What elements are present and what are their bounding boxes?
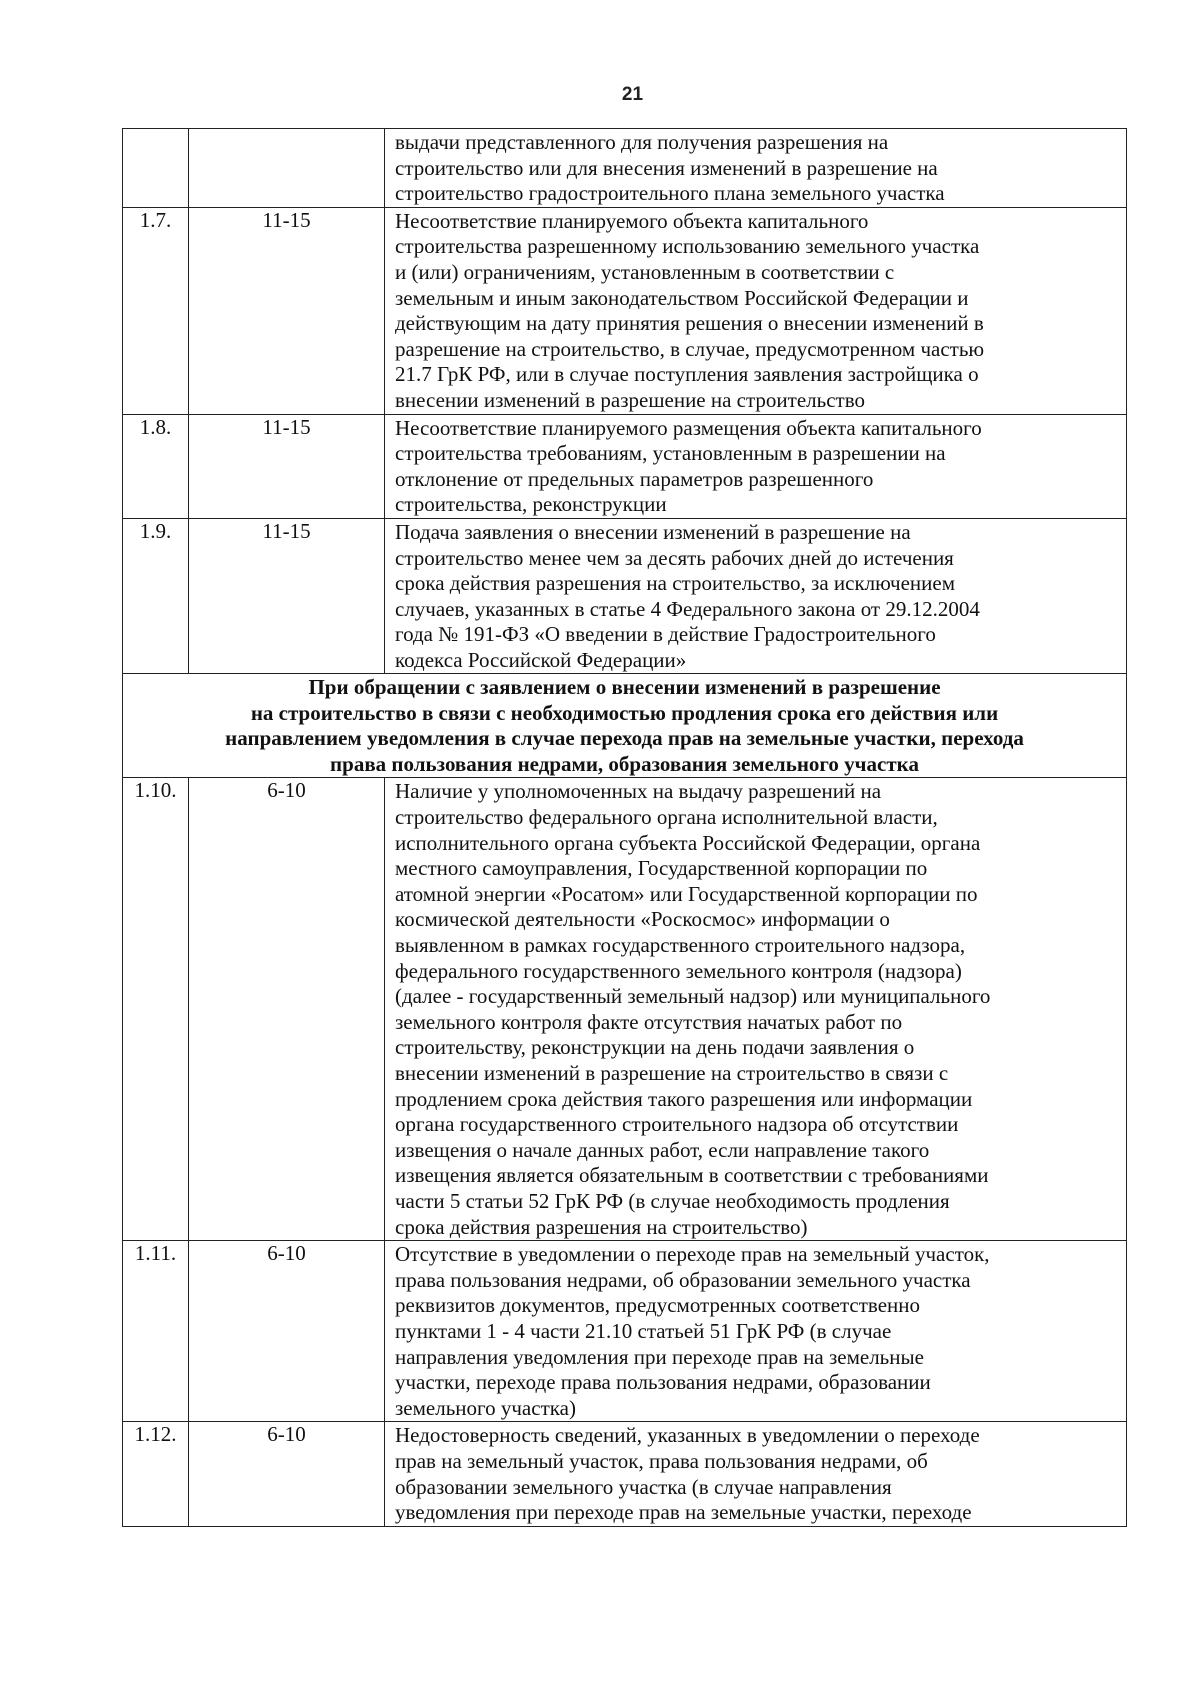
ground-text-line: строительства, реконструкции (395, 492, 667, 517)
page-number: 21 (621, 84, 644, 105)
ground-text-line: 21.7 ГрК РФ, или в случае поступления заявления застройщика о (395, 362, 979, 387)
ground-text-line: выявленном в рамках государственного строительного надзора, (395, 933, 966, 958)
ground-text-line: пунктами 1 - 4 части 21.10 статьей 51 ГрК РФ (в случае (395, 1318, 892, 1343)
ground-text-line: кодекса Российской Федерации» (395, 647, 687, 672)
ground-text-line: федерального государственного земельного контроля (надзора) (395, 958, 962, 983)
row-term-days: 6-10 (189, 778, 385, 1241)
ground-text-line: внесении изменений в разрешение на строительство в связи с (395, 1061, 949, 1085)
row-number: 1.9. (123, 518, 189, 674)
row-ground-text (385, 129, 1127, 208)
table-rows-after (123, 778, 1127, 1526)
table-row (123, 414, 1127, 518)
ground-text-line: уведомления при переходе прав на земельные участки, переходе (395, 1500, 972, 1525)
row-number: 1.12. (123, 1422, 189, 1526)
table-row (123, 1241, 1127, 1422)
ground-text-line: случаев, указанных в статье 4 Федерального закона от 29.12.2004 (395, 596, 980, 621)
row-number: 1.10. (123, 778, 189, 1241)
row-ground-text (385, 778, 1127, 1241)
ground-text-line: строительства разрешенному использованию земельного участка (395, 234, 980, 259)
ground-text-line: извещения является обязательным в соответствии с требованиями (395, 1163, 989, 1188)
table-row (123, 518, 1127, 674)
row-ground-text (385, 518, 1127, 674)
grounds-table (122, 128, 1127, 1527)
row-term-days: 11-15 (189, 518, 385, 674)
ground-text-line: внесении изменений в разрешение на строительство (395, 387, 865, 412)
ground-text-line: Недостоверность сведений, указанных в уведомлении о переходе (395, 1423, 980, 1448)
ground-text-line: и (или) ограничениям, установленным в соответствии с (395, 259, 895, 284)
ground-text-line: продлением срока действия такого разрешения или информации (395, 1086, 973, 1111)
ground-text-line: космической деятельности «Роскосмос» информации о (395, 907, 890, 932)
row-number: 1.7. (123, 207, 189, 414)
ground-text-line: Подача заявления о внесении изменений в разрешение на (395, 519, 911, 544)
ground-text-line: срока действия разрешения на строительство) (395, 1214, 808, 1239)
ground-text-line: строительства требованиям, установленным в разрешении на (395, 441, 946, 466)
ground-text-line: Наличие у уполномоченных на выдачу разрешений на (395, 779, 882, 804)
row-ground-text (385, 1422, 1127, 1526)
ground-text-line: направления уведомления при переходе прав на земельные (395, 1344, 924, 1369)
section-heading-line: При обращении с заявлением о внесении изменений в разрешение (308, 675, 941, 700)
section-heading-row (123, 674, 1127, 778)
ground-text-line: выдачи представленного для получения разрешения на (395, 130, 889, 154)
ground-text-line: отклонение от предельных параметров разрешенного (395, 466, 874, 491)
ground-text-line: реквизитов документов, предусмотренных соответственно (395, 1293, 920, 1318)
row-ground-text (385, 1241, 1127, 1422)
table-row (123, 778, 1127, 1241)
ground-text-line: земельным и иным законодательством Российской Федерации и (395, 285, 969, 310)
ground-text-line: земельного контроля факте отсутствия начатых работ по (395, 1009, 903, 1034)
row-number (123, 129, 189, 208)
ground-text-line: строительству, реконструкции на день подачи заявления о (395, 1035, 915, 1060)
row-number: 1.11. (123, 1241, 189, 1422)
ground-text-line: атомной энергии «Росатом» или Государственной корпорации по (395, 881, 978, 906)
section-heading (123, 674, 1127, 778)
ground-text-line: участки, переходе права пользования недрами, образовании (395, 1370, 931, 1395)
row-term-days: 6-10 (189, 1241, 385, 1422)
ground-text-line: срока действия разрешения на строительство, за исключением (395, 571, 955, 596)
ground-text-line: прав на земельный участок, права пользования недрами, об (395, 1448, 928, 1473)
ground-text-line: местного самоуправления, Государственной корпорации по (395, 856, 928, 881)
ground-text-line: действующим на дату принятия решения о внесении изменений в (395, 311, 984, 336)
ground-text-line: права пользования недрами, об образовании земельного участка (395, 1267, 971, 1292)
ground-text-line: строительство федерального органа исполнительной власти, (395, 805, 938, 830)
ground-text-line: Отсутствие в уведомлении о переходе прав на земельный участок, (395, 1242, 990, 1267)
section-heading-line: права пользования недрами, образования земельного участка (330, 751, 919, 776)
ground-text-line: исполнительного органа субъекта Российской Федерации, органа (395, 830, 981, 855)
row-ground-text (385, 207, 1127, 414)
row-ground-text (385, 414, 1127, 518)
table-row (123, 207, 1127, 414)
table-row (123, 1422, 1127, 1526)
ground-text-line: извещения о начале данных работ, если направление такого (395, 1137, 930, 1162)
row-term-days: 11-15 (189, 414, 385, 518)
row-number: 1.8. (123, 414, 189, 518)
ground-text-line: года № 191-ФЗ «О введении в действие Градостроительного (395, 622, 936, 647)
ground-text-line: части 5 статьи 52 ГрК РФ (в случае необходимость продления (395, 1188, 950, 1213)
ground-text-line: строительство менее чем за десять рабочих дней до истечения (395, 545, 954, 570)
section-heading-line: направлением уведомления в случае перехода прав на земельные участки, перехода (225, 726, 1024, 751)
ground-text-line: органа государственного строительного надзора об отсутствии (395, 1112, 959, 1137)
ground-text-line: разрешение на строительство, в случае, предусмотренном частью (395, 336, 985, 361)
section-heading-line: на строительство в связи с необходимостью продления срока его действия или (250, 700, 999, 725)
ground-text-line: образовании земельного участка (в случае направления (395, 1474, 892, 1499)
row-term-days (189, 129, 385, 208)
ground-text-line: земельного участка) (395, 1395, 576, 1420)
ground-text-line: (далее - государственный земельный надзор) или муниципального (395, 984, 991, 1009)
row-term-days: 11-15 (189, 207, 385, 414)
ground-text-line: строительство градостроительного плана земельного участка (395, 181, 945, 206)
ground-text-line: Несоответствие планируемого объекта капитального (395, 208, 869, 233)
ground-text-line: Несоответствие планируемого размещения объекта капитального (395, 415, 982, 440)
row-term-days: 6-10 (189, 1422, 385, 1526)
ground-text-line: строительство или для внесения изменений в разрешение на (395, 155, 938, 180)
table-row (123, 129, 1127, 208)
table-rows-before (123, 129, 1127, 674)
